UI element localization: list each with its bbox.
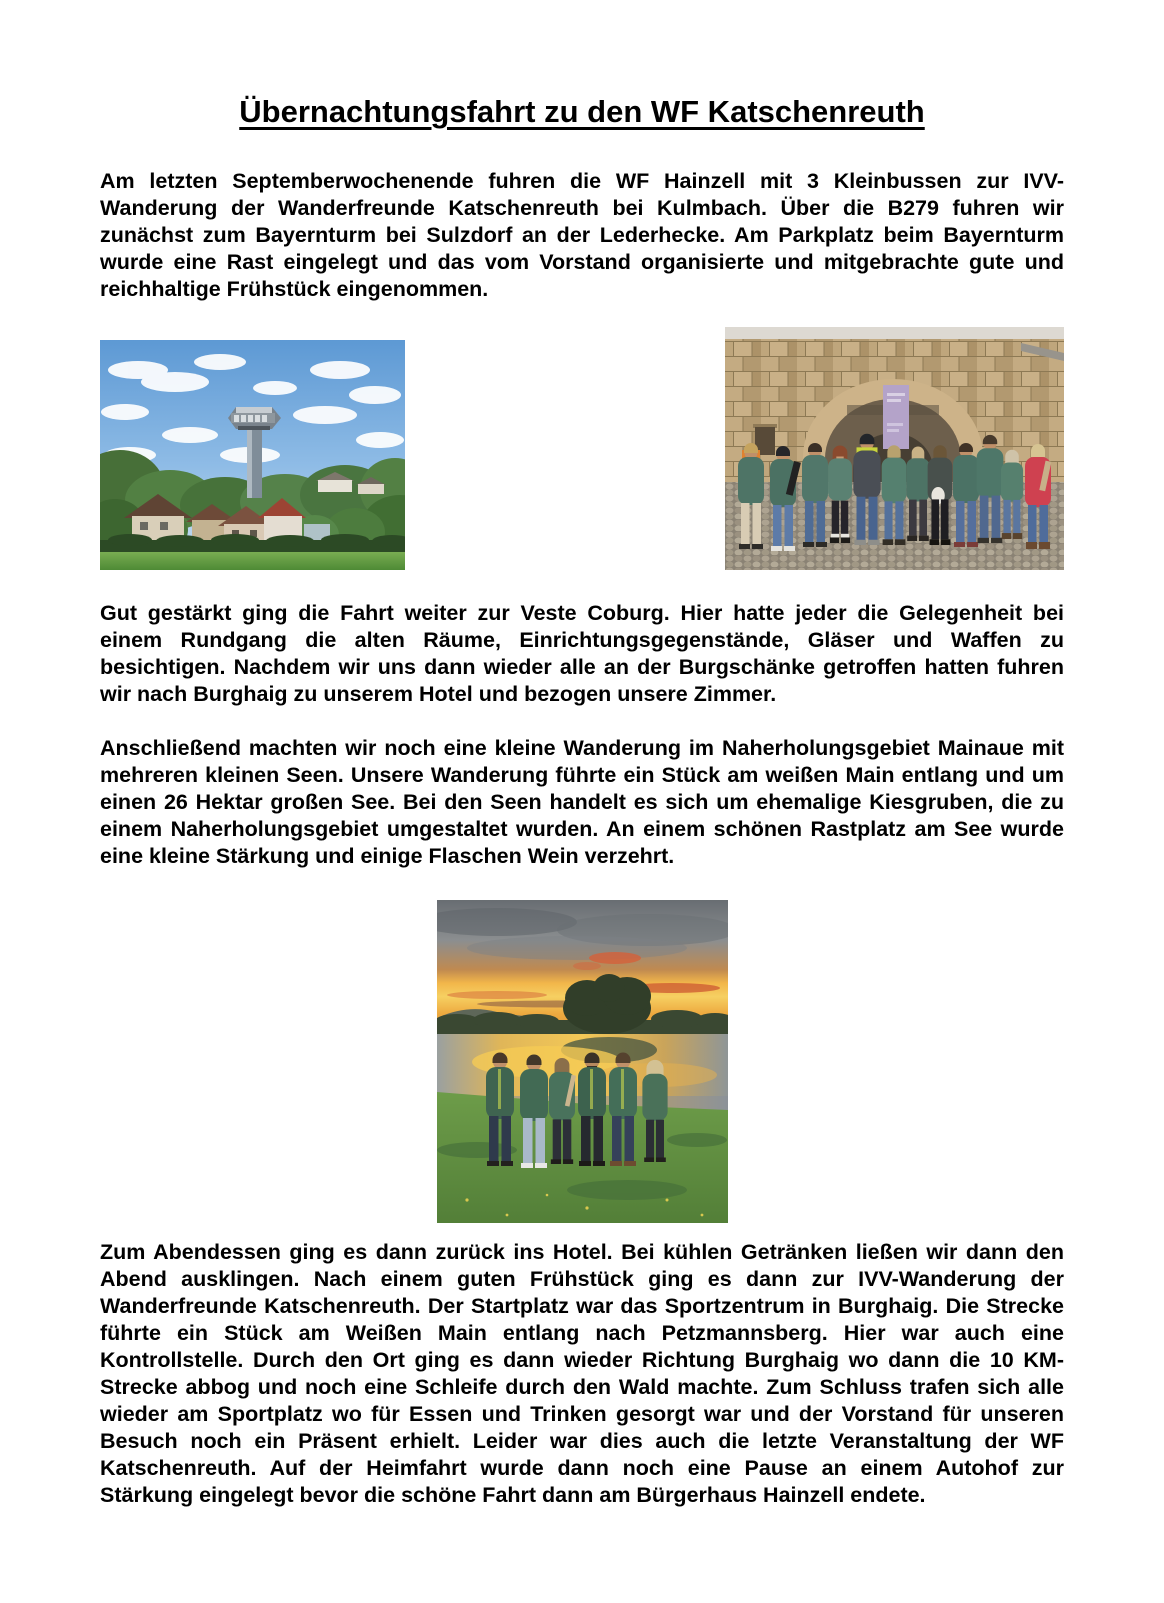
sunset-lake-group-photo xyxy=(437,900,728,1223)
paragraph-veste-coburg: Gut gestärkt ging die Fahrt weiter zur Veste Coburg. Hier hatte jeder die Gelegenheit bei einem Rundgang die alten Räume, Einrichtungsgegenstände, Gläser und Waffen zu besichtigen. Nachdem wir uns dann wieder alle an der Burgschänke getroffen hatten fuhren wir nach Burghaig zu unserem Hotel und bezogen unsere Zimmer. xyxy=(100,601,1064,706)
document-page xyxy=(100,0,1064,1509)
photo-center-row xyxy=(100,900,1064,1223)
paragraph-wanderung-mainaue: Anschließend machten wir noch eine kleine Wanderung im Naherholungsgebiet Mainaue mit mehreren kleinen Seen. Unsere Wanderung führte ein Stück am weißen Main entlang und um einen 26 Hektar großen See. Bei den Seen handelt es sich um ehemalige Kiesgruben, die zu einem Naherholungsgebiet umgestaltet wurden. An einem schönen Rastplatz am See wurde eine kleine Stärkung und einige Flaschen Wein verzehrt. xyxy=(100,736,1064,868)
hedge xyxy=(100,534,405,554)
photo-row xyxy=(100,327,1064,570)
castle-gate-group-photo xyxy=(725,327,1064,570)
island-trees xyxy=(563,974,651,1034)
meadow xyxy=(100,552,405,570)
banner xyxy=(883,385,909,449)
bayernturm-photo xyxy=(100,340,405,570)
page-title: Übernachtungsfahrt zu den WF Katschenreuth xyxy=(239,94,925,129)
paragraph-anreise: Am letzten Septemberwochenende fuhren die WF Hainzell mit 3 Kleinbussen zur IVV-Wanderung der Wanderfreunde Katschenreuth bei Kulmbach. Über die B279 fuhren wir zunächst zum Bayernturm bei Sulzdorf an der Lederhecke. Am Parkplatz beim Bayernturm wurde eine Rast eingelegt und das vom Vorstand organisierte und mitgebrachte gute und reichhaltige Frühstück eingenommen. xyxy=(100,169,1064,301)
paragraph-abschluss: Zum Abendessen ging es dann zurück ins Hotel. Bei kühlen Getränken ließen wir dann den Abend ausklingen. Nach einem guten Frühstück ging es dann zur IVV-Wanderung der Wanderfreunde Katschenreuth. Der Startplatz war das Sportzentrum in Burghaig. Die Strecke führte ein Stück am Weißen Main entlang nach Petzmannsberg. Hier war auch eine Kontrollstelle. Durch den Ort ging es dann wieder Richtung Burghaig wo dann die 10 KM-Strecke abbog und noch eine Schleife durch den Wald machte. Zum Schluss trafen sich alle wieder am Sportplatz wo für Essen und Trinken gesorgt war und der Vorstand für unseren Besuch noch ein Präsent erhielt. Leider war dies auch die letzte Veranstaltung der WF Katschenreuth. Auf der Heimfahrt wurde dann noch eine Pause an einem Autohof zur Stärkung eingelegt bevor die schöne Fahrt dann am Bürgerhaus Hainzell endete. xyxy=(100,1240,1064,1507)
observation-deck xyxy=(228,407,281,430)
